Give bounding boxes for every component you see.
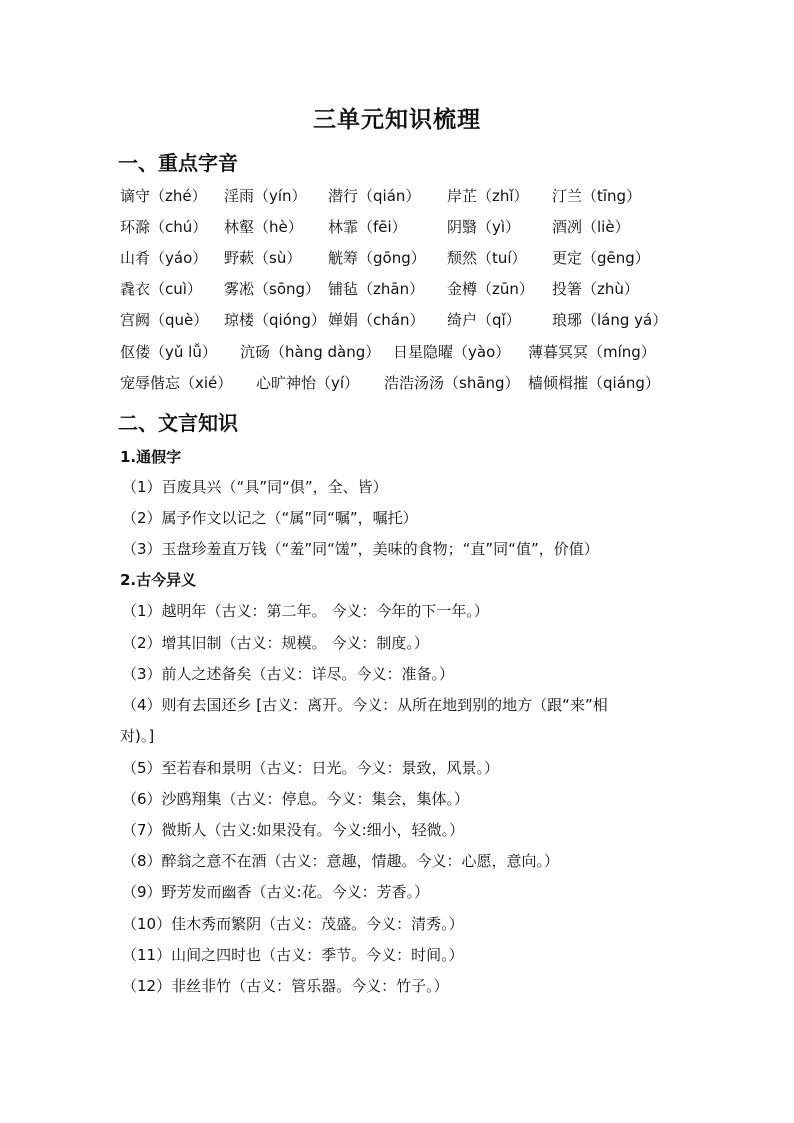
pronunciation-item: 野蔌（sù） [224,249,302,267]
pronunciation-item: 绮户（qǐ） [447,311,521,329]
pronunciation-item: 投箸（zhù） [552,280,639,298]
list-item: （2）属予作文以记之（“属”同“嘱”，嘱托） [122,509,418,527]
list-item: （5）至若春和景明（古义：日光。今义：景致，风景。） [122,759,500,777]
pronunciation-item: 日星隐曜（yào） [393,343,511,361]
pronunciation-item: 琼楼（qióng） [224,311,326,329]
list-item: （2）增其旧制（古义：规模。 今义：制度。） [122,634,429,652]
pronunciation-item: 雾凇（sōng） [224,280,321,298]
pronunciation-item: 汀兰（tīng） [552,187,642,205]
pronunciation-item: 毳衣（cuì） [120,280,202,298]
section-heading-classical: 二、文言知识 [118,411,238,435]
pronunciation-item: 觥筹（gōng） [328,249,426,267]
pronunciation-item: 颓然（tuí） [447,249,527,267]
page-title: 三单元知识梳理 [313,107,481,133]
pronunciation-item: 薄暮冥冥（míng） [528,343,656,361]
pronunciation-item: 宠辱偕忘（xié） [120,374,233,392]
list-item: （9）野芳发而幽香（古义:花。今义：芳香。） [122,883,430,901]
pronunciation-item: 谪守（zhé） [120,187,207,205]
pronunciation-item: 金樽（zūn） [447,280,534,298]
list-item-continuation: 对)。] [120,727,155,745]
pronunciation-item: 婵娟（chán） [328,311,425,329]
pronunciation-item: 伛偻（yǔ lǚ） [120,343,217,361]
pronunciation-item: 铺毡（zhān） [328,280,425,298]
pronunciation-item: 山肴（yáo） [120,249,208,267]
pronunciation-item: 酒冽（liè） [552,218,630,236]
pronunciation-item: 岸芷（zhǐ） [447,187,529,205]
list-item: （10）佳木秀而繁阴（古义：茂盛。今义：清秀。） [122,915,464,933]
pronunciation-item: 林壑（hè） [224,218,303,236]
list-item: （8）醉翁之意不在酒（古义：意趣，情趣。今义：心愿，意向。） [122,852,560,870]
pronunciation-item: 心旷神怡（yí） [256,374,360,392]
list-item: （12）非丝非竹（古义：管乐器。今义：竹子。） [122,977,449,995]
subheading-tongjiazi: 1.通假字 [120,448,182,466]
list-item: （3）玉盘珍羞直万钱（“羞”同“馐”，美味的食物；“直”同“值”，价值） [122,540,599,558]
pronunciation-item: 阴翳（yì） [447,218,521,236]
pronunciation-item: 宫阙（què） [120,311,209,329]
pronunciation-item: 琅琊（láng yá） [552,311,668,329]
pronunciation-item: 林霏（fēi） [328,218,407,236]
pronunciation-item: 环滁（chú） [120,218,208,236]
list-item: （3）前人之述备矣（古义：详尽。今义：准备。） [122,665,455,683]
list-item: （7）微斯人（古义:如果没有。今义:细小，轻微。） [122,821,465,839]
list-item: （6）沙鸥翔集（古义：停息。今义：集会，集体。） [122,790,470,808]
pronunciation-item: 浩浩汤汤（shāng） [384,374,520,392]
pronunciation-item: 沆砀（hàng dàng） [240,343,381,361]
list-item: （1）百废具兴（“具”同“俱”，全、皆） [122,478,388,496]
pronunciation-item: 樯倾楫摧（qiáng） [528,374,660,392]
pronunciation-item: 潜行（qián） [328,187,421,205]
list-item: （11）山间之四时也（古义：季节。今义：时间。） [122,946,464,964]
subheading-gujinyiyi: 2.古今异义 [120,571,197,589]
pronunciation-item: 更定（gēng） [552,249,650,267]
list-item: （1）越明年（古义：第二年。 今义：今年的下一年。） [122,602,489,620]
pronunciation-item: 淫雨（yín） [224,187,307,205]
section-heading-pronunciation: 一、重点字音 [118,151,238,175]
list-item: （4）则有去国还乡 [古义：离开。今义：从所在地到别的地方（跟“来”相 [122,696,608,714]
